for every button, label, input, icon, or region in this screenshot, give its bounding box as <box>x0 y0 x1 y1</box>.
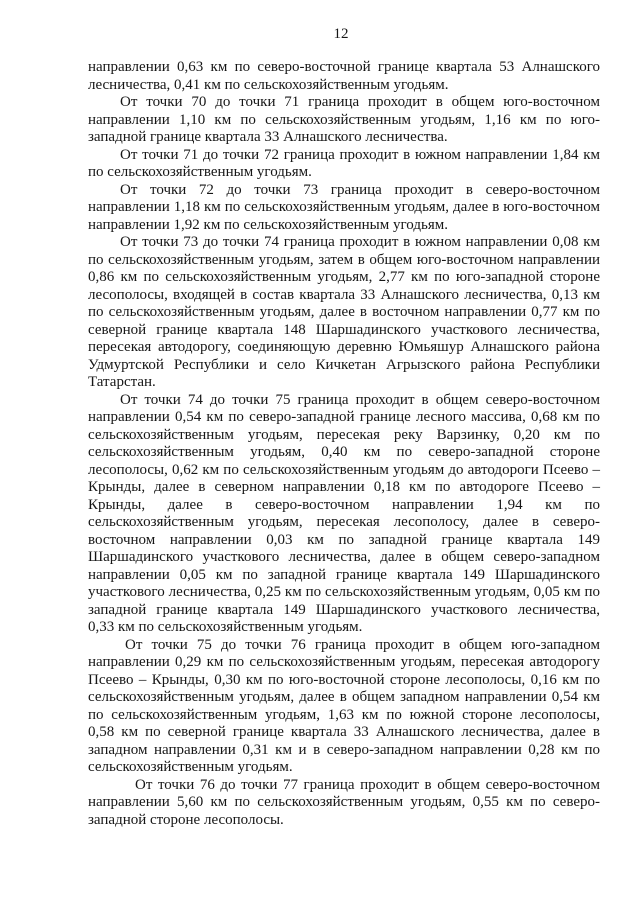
text-line: сельскохозяйственным угодьям, далее в общем западном направлении 0,54 км <box>88 689 600 705</box>
text-line: От точки 75 до точки 76 граница проходит в общем юго-западном <box>125 636 600 653</box>
text-line: сельскохозяйственным угодьям, 0,40 км по северо-западной стороне <box>88 444 600 460</box>
text-line: участкового лесничества, 0,25 км по сельскохозяйственным угодьям, 0,05 км по <box>88 584 600 600</box>
text-line: сельскохозяйственным угодьям, пересекая реку Варзинку, 0,20 км по <box>88 426 600 443</box>
text-line: От точки 76 до точки 77 граница проходит в общем северо-восточном <box>135 776 600 793</box>
text-line: направлении 0,63 км по северо-восточной границе квартала 53 Алнашского <box>88 59 600 75</box>
text-line: направлении 1,18 км по сельскохозяйственным угодьям, далее в юго-восточном <box>88 199 600 215</box>
text-line: направлении 0,54 км по северо-западной границе лесного массива, 0,68 км по <box>88 409 600 425</box>
paragraph <box>88 94 600 147</box>
text-line: От точки 72 до точки 73 граница проходит в северо-восточном <box>120 181 600 198</box>
text-line: Удмуртской Республики и село Кичкетан Агрызского района Республики <box>88 356 600 373</box>
text-line: западном направлении 0,31 км и в северо-западном направлении 0,28 км по <box>88 741 600 758</box>
text-line: Крынды, далее в северном направлении 0,18 км по автодороге Псеево – <box>88 479 600 495</box>
text-line: направлении 0,05 км по западной границе квартала 149 Шаршадинского <box>88 566 600 583</box>
text-line: Шаршадинского участкового лесничества, далее в общем северо-западном <box>88 549 600 565</box>
text-line: западной стороне лесополосы. <box>88 811 284 828</box>
text-line: восточном направлении 0,03 км по западной границе квартала 149 <box>88 531 600 548</box>
paragraph <box>88 234 600 392</box>
text-line: лесополосы, входящей в состав квартала 33 Алнашского лесничества, 0,13 км <box>88 286 600 303</box>
text-line: От точки 70 до точки 71 граница проходит в общем юго-восточном <box>120 94 600 110</box>
text-line: направлении 0,29 км по сельскохозяйственным угодьям, пересекая автодорогу <box>88 654 600 670</box>
text-line: пересекая автодорогу, соединяющую деревню Юмьяшур Алнашского района <box>88 339 600 355</box>
document-body <box>88 59 600 829</box>
text-line: северной границе квартала 148 Шаршадинского участкового лесничества, <box>88 321 600 338</box>
text-line: по сельскохозяйственным угодьям, далее в восточном направлении 0,77 км по <box>88 304 600 320</box>
text-line: 0,86 км по сельскохозяйственным угодьям, 2,77 км по юго-западной стороне <box>88 269 600 285</box>
paragraph <box>88 59 600 94</box>
paragraph <box>88 637 600 777</box>
text-line: 0,58 км по северной границе квартала 33 Алнашского лесничества, далее в <box>88 724 600 740</box>
text-line: западной границе квартала 33 Алнашского лесничества. <box>88 129 448 145</box>
text-line: лесничества, 0,41 км по сельскохозяйственным угодьям. <box>88 76 449 93</box>
text-line: Псеево – Крынды, 0,30 км по юго-восточной стороне лесополосы, 0,16 км по <box>88 671 600 688</box>
text-line: направлении 1,10 км по сельскохозяйственным угодьям, 1,16 км по юго- <box>88 111 600 128</box>
text-line: сельскохозяйственным угодьям, пересекая лесополосу, далее в северо- <box>88 514 600 530</box>
text-line: Татарстан. <box>88 374 156 390</box>
text-line: От точки 71 до точки 72 граница проходит в южном направлении 1,84 км <box>120 146 600 163</box>
text-line: От точки 73 до точки 74 граница проходит в южном направлении 0,08 км <box>120 234 600 250</box>
text-line: по сельскохозяйственным угодьям, затем в общем юго-восточном направлении <box>88 251 600 268</box>
paragraph <box>88 392 600 637</box>
paragraph <box>88 147 600 182</box>
page-number: 12 <box>333 26 349 42</box>
text-line: сельскохозяйственным угодьям. <box>88 759 293 775</box>
text-line: лесополосы, 0,62 км по сельскохозяйственным угодьям до автодороги Псеево – <box>88 461 600 478</box>
text-line: Крынды, далее в северо-восточном направлении 1,94 км по <box>88 496 600 513</box>
text-line: западной границе квартала 149 Шаршадинского участкового лесничества, <box>88 601 600 618</box>
text-line: направлении 1,92 км по сельскохозяйственным угодьям. <box>88 216 448 233</box>
text-line: От точки 74 до точки 75 граница проходит в общем северо-восточном <box>120 391 600 408</box>
paragraph <box>88 777 600 830</box>
text-line: направлении 5,60 км по сельскохозяйственным угодьям, 0,55 км по северо- <box>88 794 600 810</box>
text-line: 0,33 км по сельскохозяйственным угодьям. <box>88 619 363 635</box>
text-line: по сельскохозяйственным угодьям, 1,63 км по южной стороне лесополосы, <box>88 706 600 723</box>
text-line: по сельскохозяйственным угодьям. <box>88 164 312 180</box>
paragraph <box>88 182 600 235</box>
